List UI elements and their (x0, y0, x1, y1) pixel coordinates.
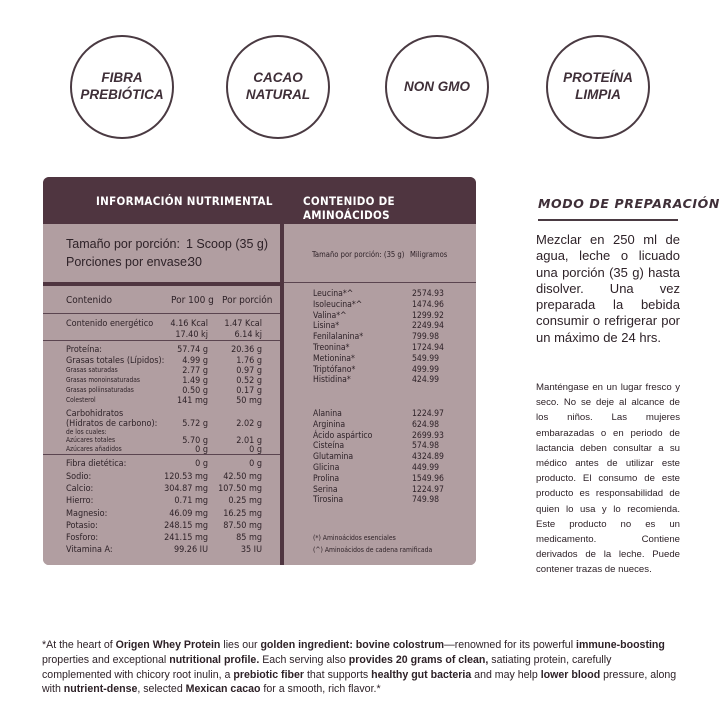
footer-text: *At the heart of (42, 639, 116, 651)
nutrient-name: de los cuales: (66, 428, 107, 436)
footer-bold-text: golden ingredient: bovine colostrum (260, 639, 445, 651)
serving-value: 1 Scoop (35 g) (186, 237, 268, 251)
nutrient-per-portion: 16.25 mg (223, 509, 262, 519)
amino-name: Fenilalanina* (313, 332, 364, 343)
nutrient-per-portion: 0.25 mg (228, 496, 262, 506)
nutrient-per-portion: 0 g (249, 445, 262, 455)
nutrient-name: Grasas monoinsaturadas (66, 376, 140, 384)
amino-mg: 4324.89 (412, 452, 444, 463)
amino-name: Cisteína (313, 441, 345, 452)
nutrient-per-100g: 57.74 g (177, 345, 208, 355)
amino-mg: 749.98 (412, 495, 440, 506)
footer-bold-text: provides 20 grams of clean, (348, 653, 489, 666)
warning-text: Manténgase en un lugar fresco y seco. No se deje al alcance de los niños. Las mujeres embarazadas o en periodo de lactancia deben consultar a su médico antes de utilizar este producto. El consumo de este producto es responsabilidad de quien lo usa y lo recomienda. Este producto no es un medicamento. Contiene derivados de la leche. Puede contener trazas de nueces. (536, 382, 680, 576)
nutrient-per-portion: 0.52 g (236, 376, 262, 386)
nutrient-per-100g: 0.50 g (182, 386, 208, 396)
nutrient-per-portion: 50 mg (236, 396, 262, 406)
nutrient-per-portion: 2.01 g (236, 436, 262, 446)
nutrient-name: Grasas totales (Lípidos): (66, 356, 165, 366)
nutrient-name: Sodio: (66, 472, 92, 482)
col-portion: Por porción (222, 295, 273, 306)
amino-mg: 1474.96 (412, 299, 444, 310)
nutrient-name: Calcio: (66, 484, 94, 494)
nutrient-per-100g: 99.26 IU (173, 545, 208, 555)
amino-mg: 1224.97 (412, 409, 444, 419)
nutrient-per-portion: 0 g (249, 459, 262, 469)
amino-col-mg: Miligramos (410, 250, 448, 259)
nutrient-per-portion: 42.50 mg (223, 472, 262, 482)
nutrient-name: Carbohidratos (66, 409, 124, 419)
amino-mg: 1724.94 (412, 343, 444, 353)
nutrient-name: Grasas poliinsaturadas (66, 386, 134, 394)
amino-mg: 424.99 (412, 375, 440, 386)
amino-mg: 499.99 (412, 364, 440, 375)
nutrient-per-100g: 1.49 g (182, 376, 208, 386)
amino-mg: 2699.93 (412, 430, 444, 441)
nutrition-separator (43, 340, 280, 341)
nutrient-per-100g: 4.99 g (182, 356, 208, 366)
nutrient-name: Azúcares totales (66, 436, 116, 444)
footer-bold-text: nutrient-dense (63, 683, 138, 696)
footer-bold-text: Origen Whey Protein (115, 639, 221, 651)
nutrient-per-100g: 17.40 kj (175, 330, 208, 340)
nutrient-name: Vitamina A: (66, 545, 113, 555)
amino-mg: 799.98 (412, 332, 440, 343)
servings-label: Porciones por envase: (66, 255, 191, 269)
serving-box (43, 224, 280, 282)
footer-bold-text: nutritional profile. (169, 653, 260, 666)
badge-cacao-natural: CACAO NATURAL (226, 35, 330, 139)
servings-value: 30 (188, 255, 202, 269)
prep-instructions: Mezclar en 250 ml de agua, leche o licuado una porción (35 g) hasta disolver. Una vez preparada la bebida consumir o refrigerar por un máximo de 24 hrs. (536, 232, 680, 345)
nutrient-per-100g: 5.70 g (182, 436, 208, 446)
nutrient-per-100g: 0 g (195, 459, 208, 469)
nutrient-per-100g: 141 mg (176, 396, 208, 406)
nutrient-name: (Hidratos de carbono): (66, 419, 158, 429)
amino-mg: 574.98 (412, 441, 440, 452)
amino-name: Isoleucina*^ (313, 299, 363, 310)
col-100g: Por 100 g (171, 295, 214, 306)
footer-text: —renowned for its powerful (444, 639, 576, 651)
nutrient-per-100g: 241.15 mg (164, 533, 208, 543)
nutrient-per-portion: 0.97 g (236, 366, 262, 376)
footer-text: for a smooth, rich flavor.* (260, 683, 381, 696)
footer-bold-text: Mexican cacao (185, 683, 261, 696)
prep-title-underline (538, 219, 678, 221)
amino-mg: 1299.92 (412, 310, 444, 321)
footer-bold-text: immune-boosting (576, 639, 665, 651)
nutrient-per-100g: 0.71 mg (174, 496, 208, 506)
footer-bold-text: lower blood (540, 668, 601, 681)
nutrition-panel (43, 177, 476, 565)
amino-mg: 2574.93 (412, 289, 444, 299)
footer-text: and may help (471, 668, 541, 681)
amino-name: Serina (313, 484, 338, 495)
footer-text: satiating protein, carefully complemented with chicory root inulin, a (42, 653, 612, 681)
nutrition-separator (43, 454, 280, 455)
nutrient-per-100g: 248.15 mg (164, 521, 208, 531)
nutrient-per-portion: 1.47 Kcal (224, 319, 262, 329)
footer-text: that supports (304, 668, 372, 681)
footer-text: lies our (220, 639, 261, 651)
amino-mg: 449.99 (412, 463, 440, 473)
badge-proteina-limpia: PROTEÍNA LIMPIA (546, 35, 650, 139)
serving-label: Tamaño por porción: (66, 237, 180, 251)
nutrient-per-portion: 35 IU (240, 545, 262, 555)
amino-name: Treonina* (313, 343, 350, 353)
amino-note-essential: (*) Aminoácidos esenciales (313, 534, 396, 542)
amino-mg: 1549.96 (412, 473, 444, 484)
prep-title: MODO DE PREPARACIÓN (538, 196, 720, 211)
amino-name: Histidina* (313, 375, 351, 386)
amino-name: Ácido aspártico (313, 430, 373, 441)
amino-mg: 549.99 (412, 353, 440, 364)
nutrition-title: INFORMACIÓN NUTRIMENTAL (96, 194, 273, 208)
nutrient-name: Fosforo: (66, 533, 99, 543)
nutrient-name: Potasio: (66, 521, 98, 531)
footer-text: Each serving also (259, 653, 349, 666)
amino-name: Arginina (313, 419, 346, 430)
nutrient-per-portion: 0.17 g (236, 386, 262, 396)
footer-bold-text: healthy gut bacteria (371, 668, 472, 681)
footer-text: , selected (137, 683, 186, 696)
nutrition-header-row (43, 286, 280, 313)
amino-name: Glicina (313, 463, 340, 473)
footer-bold-text: prebiotic fiber (233, 668, 305, 681)
panel-header (43, 177, 476, 224)
amino-name: Alanina (313, 409, 342, 419)
nutrient-name: Contenido energético (66, 319, 154, 329)
amino-mg: 1224.97 (412, 484, 444, 495)
nutrient-per-portion: 6.14 kj (234, 330, 262, 340)
amino-name: Glutamina (313, 452, 354, 463)
nutrient-name: Proteína: (66, 345, 103, 355)
footer-text: properties and exceptional (42, 653, 170, 666)
amino-header-row (284, 224, 476, 282)
nutrient-per-portion: 1.76 g (236, 356, 262, 366)
amino-name: Valina*^ (313, 310, 347, 321)
nutrient-per-100g: 120.53 mg (164, 472, 208, 482)
amino-mg: 624.98 (412, 419, 440, 430)
badge-fibra-prebiotica: FIBRA PREBIÓTICA (70, 35, 174, 139)
nutrient-per-100g: 4.16 Kcal (170, 319, 208, 329)
nutrient-per-100g: 304.87 mg (164, 484, 208, 494)
nutrient-name: Fibra dietética: (66, 459, 127, 469)
amino-name: Tirosina (313, 495, 344, 506)
nutrient-per-portion: 87.50 mg (223, 521, 262, 531)
amino-title: CONTENIDO DE AMINOÁCIDOS (303, 194, 395, 222)
nutrient-name: Azúcares añadidos (66, 445, 122, 453)
amino-note-branched: (^) Aminoácidos de cadena ramificada (313, 546, 433, 554)
amino-name: Prolina (313, 473, 340, 484)
nutrient-per-100g: 0 g (195, 445, 208, 455)
nutrient-per-portion: 85 mg (236, 533, 262, 543)
nutrient-per-portion: 2.02 g (236, 419, 262, 429)
nutrient-name: Hierro: (66, 496, 94, 506)
badge-non-gmo: NON GMO (385, 35, 489, 139)
footer-paragraph (42, 638, 682, 697)
amino-name: Lisina* (313, 321, 340, 332)
nutrient-per-100g: 5.72 g (182, 419, 208, 429)
nutrient-per-100g: 2.77 g (182, 366, 208, 376)
nutrient-per-100g: 46.09 mg (169, 509, 208, 519)
amino-mg: 2249.94 (412, 321, 444, 332)
nutrient-name: Magnesio: (66, 509, 108, 519)
nutrient-name: Colesterol (66, 396, 96, 404)
amino-col-serving: Tamaño por porción: (35 g) (312, 250, 405, 259)
amino-name: Triptófano* (313, 364, 356, 375)
amino-name: Metionina* (313, 353, 355, 364)
amino-name: Leucina*^ (313, 289, 354, 299)
col-content: Contenido (66, 295, 112, 306)
nutrient-name: Grasas saturadas (66, 366, 118, 374)
nutrient-per-portion: 107.50 mg (218, 484, 262, 494)
nutrient-per-portion: 20.36 g (231, 345, 262, 355)
footer-text: pressure, along with (42, 668, 677, 696)
